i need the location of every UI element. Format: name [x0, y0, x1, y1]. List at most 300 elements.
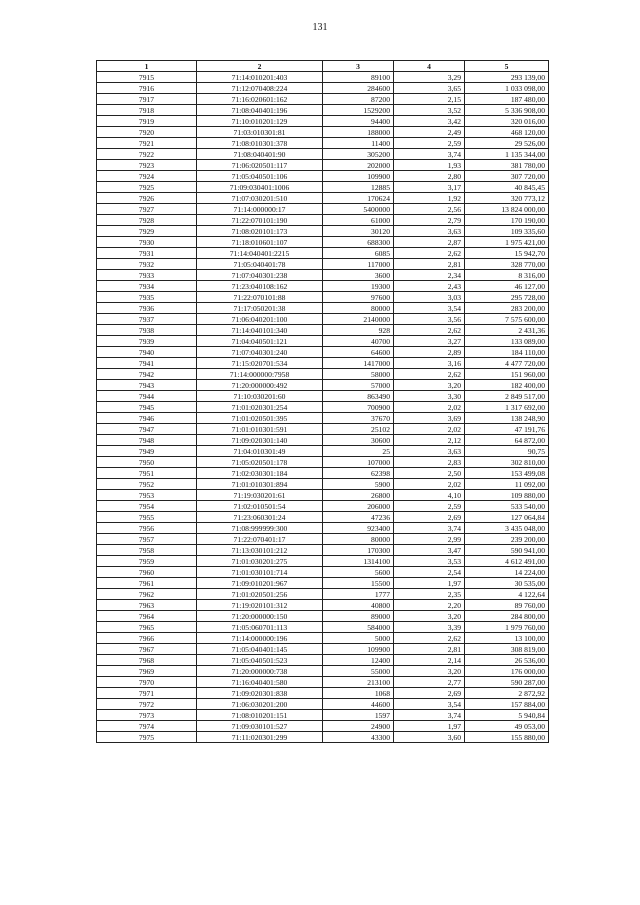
- area-cell: 5400000: [323, 204, 394, 215]
- row-number-cell: 7948: [97, 435, 197, 446]
- table-row: [97, 578, 549, 589]
- table-row: [97, 732, 549, 743]
- row-number-cell: 7952: [97, 479, 197, 490]
- rate-cell: 3,53: [394, 556, 465, 567]
- area-cell: 47236: [323, 512, 394, 523]
- column-header-4: 4: [394, 61, 465, 72]
- rate-cell: 2,69: [394, 688, 465, 699]
- value-cell: 40 845,45: [465, 182, 549, 193]
- area-cell: 40700: [323, 336, 394, 347]
- rate-cell: 2,81: [394, 644, 465, 655]
- row-number-cell: 7922: [97, 149, 197, 160]
- rate-cell: 3,27: [394, 336, 465, 347]
- table-row: [97, 160, 549, 171]
- row-number-cell: 7918: [97, 105, 197, 116]
- area-cell: 19300: [323, 281, 394, 292]
- cadastral-number-cell: 71:06:040201:100: [197, 314, 323, 325]
- area-cell: 15500: [323, 578, 394, 589]
- row-number-cell: 7958: [97, 545, 197, 556]
- table-row: [97, 248, 549, 259]
- table-row: [97, 83, 549, 94]
- cadastral-number-cell: 71:19:020101:312: [197, 600, 323, 611]
- cadastral-number-cell: 71:09:030401:1006: [197, 182, 323, 193]
- value-cell: 30 535,00: [465, 578, 549, 589]
- cadastral-number-cell: 71:09:020301:838: [197, 688, 323, 699]
- rate-cell: 3,52: [394, 105, 465, 116]
- value-cell: 47 191,76: [465, 424, 549, 435]
- cadastral-number-cell: 71:09:010201:967: [197, 578, 323, 589]
- table-body: [97, 72, 549, 743]
- area-cell: 80000: [323, 303, 394, 314]
- cadastral-number-cell: 71:09:030101:527: [197, 721, 323, 732]
- rate-cell: 2,83: [394, 457, 465, 468]
- row-number-cell: 7925: [97, 182, 197, 193]
- table-row: [97, 193, 549, 204]
- row-number-cell: 7964: [97, 611, 197, 622]
- area-cell: 37670: [323, 413, 394, 424]
- area-cell: 55000: [323, 666, 394, 677]
- area-cell: 11400: [323, 138, 394, 149]
- rate-cell: 2,81: [394, 259, 465, 270]
- cadastral-number-cell: 71:05:020501:178: [197, 457, 323, 468]
- table-row: [97, 677, 549, 688]
- cadastral-number-cell: 71:05:040401:78: [197, 259, 323, 270]
- cadastral-number-cell: 71:10:010201:129: [197, 116, 323, 127]
- value-cell: 302 810,00: [465, 457, 549, 468]
- row-number-cell: 7938: [97, 325, 197, 336]
- table-row: [97, 622, 549, 633]
- cadastral-number-cell: 71:02:010501:54: [197, 501, 323, 512]
- row-number-cell: 7946: [97, 413, 197, 424]
- row-number-cell: 7967: [97, 644, 197, 655]
- area-cell: 89000: [323, 611, 394, 622]
- cadastral-number-cell: 71:08:999999:300: [197, 523, 323, 534]
- row-number-cell: 7924: [97, 171, 197, 182]
- table-row: [97, 347, 549, 358]
- area-cell: 109900: [323, 644, 394, 655]
- rate-cell: 1,97: [394, 721, 465, 732]
- row-number-cell: 7956: [97, 523, 197, 534]
- cadastral-number-cell: 71:01:010301:894: [197, 479, 323, 490]
- area-cell: 1068: [323, 688, 394, 699]
- value-cell: 590 287,00: [465, 677, 549, 688]
- table-row: [97, 501, 549, 512]
- table-row: [97, 644, 549, 655]
- area-cell: 688300: [323, 237, 394, 248]
- cadastral-number-cell: 71:08:040401:90: [197, 149, 323, 160]
- value-cell: 157 884,00: [465, 699, 549, 710]
- value-cell: 1 033 098,00: [465, 83, 549, 94]
- row-number-cell: 7935: [97, 292, 197, 303]
- row-number-cell: 7965: [97, 622, 197, 633]
- table-row: [97, 523, 549, 534]
- table-row: [97, 237, 549, 248]
- table-row: [97, 435, 549, 446]
- row-number-cell: 7927: [97, 204, 197, 215]
- rate-cell: 3,74: [394, 149, 465, 160]
- table-row: [97, 72, 549, 83]
- row-number-cell: 7957: [97, 534, 197, 545]
- cadastral-number-cell: 71:03:010301:81: [197, 127, 323, 138]
- area-cell: 25: [323, 446, 394, 457]
- rate-cell: 3,16: [394, 358, 465, 369]
- cadastral-number-cell: 71:20:000000:150: [197, 611, 323, 622]
- area-cell: 107000: [323, 457, 394, 468]
- value-cell: 155 880,00: [465, 732, 549, 743]
- table-row: [97, 105, 549, 116]
- rate-cell: 2,50: [394, 468, 465, 479]
- cadastral-number-cell: 71:08:010301:378: [197, 138, 323, 149]
- table-row: [97, 369, 549, 380]
- cadastral-number-cell: 71:07:040301:240: [197, 347, 323, 358]
- table-row: [97, 259, 549, 270]
- value-cell: 127 064,84: [465, 512, 549, 523]
- table-row: [97, 424, 549, 435]
- value-cell: 109 335,60: [465, 226, 549, 237]
- table-row: [97, 688, 549, 699]
- cadastral-number-cell: 71:10:030201:60: [197, 391, 323, 402]
- rate-cell: 3,60: [394, 732, 465, 743]
- cadastral-value-table: [96, 60, 549, 743]
- row-number-cell: 7955: [97, 512, 197, 523]
- table-row: [97, 116, 549, 127]
- table-row: [97, 457, 549, 468]
- area-cell: 64600: [323, 347, 394, 358]
- area-cell: 923400: [323, 523, 394, 534]
- area-cell: 62398: [323, 468, 394, 479]
- cadastral-number-cell: 71:06:020501:117: [197, 160, 323, 171]
- row-number-cell: 7943: [97, 380, 197, 391]
- row-number-cell: 7923: [97, 160, 197, 171]
- row-number-cell: 7969: [97, 666, 197, 677]
- value-cell: 7 575 600,00: [465, 314, 549, 325]
- area-cell: 1597: [323, 710, 394, 721]
- row-number-cell: 7975: [97, 732, 197, 743]
- cadastral-number-cell: 71:23:040108:162: [197, 281, 323, 292]
- area-cell: 58000: [323, 369, 394, 380]
- row-number-cell: 7968: [97, 655, 197, 666]
- cadastral-number-cell: 71:15:020701:534: [197, 358, 323, 369]
- rate-cell: 3,63: [394, 446, 465, 457]
- table-row: [97, 413, 549, 424]
- rate-cell: 2,79: [394, 215, 465, 226]
- row-number-cell: 7932: [97, 259, 197, 270]
- row-number-cell: 7949: [97, 446, 197, 457]
- rate-cell: 3,47: [394, 545, 465, 556]
- cadastral-number-cell: 71:14:010201:403: [197, 72, 323, 83]
- cadastral-number-cell: 71:08:040401:196: [197, 105, 323, 116]
- area-cell: 188000: [323, 127, 394, 138]
- row-number-cell: 7945: [97, 402, 197, 413]
- cadastral-number-cell: 71:06:030201:200: [197, 699, 323, 710]
- cadastral-number-cell: 71:12:070408:224: [197, 83, 323, 94]
- row-number-cell: 7951: [97, 468, 197, 479]
- table-row: [97, 710, 549, 721]
- rate-cell: 2,87: [394, 237, 465, 248]
- rate-cell: 3,30: [394, 391, 465, 402]
- value-cell: 14 224,00: [465, 567, 549, 578]
- value-cell: 4 612 491,00: [465, 556, 549, 567]
- value-cell: 239 200,00: [465, 534, 549, 545]
- area-cell: 26800: [323, 490, 394, 501]
- area-cell: 170300: [323, 545, 394, 556]
- value-cell: 1 317 692,00: [465, 402, 549, 413]
- cadastral-number-cell: 71:05:040401:145: [197, 644, 323, 655]
- value-cell: 307 720,00: [465, 171, 549, 182]
- rate-cell: 3,39: [394, 622, 465, 633]
- value-cell: 133 089,00: [465, 336, 549, 347]
- value-cell: 590 941,00: [465, 545, 549, 556]
- table-row: [97, 215, 549, 226]
- cadastral-number-cell: 71:08:020101:173: [197, 226, 323, 237]
- table-row: [97, 391, 549, 402]
- value-cell: 187 480,00: [465, 94, 549, 105]
- rate-cell: 4,10: [394, 490, 465, 501]
- value-cell: 320 016,00: [465, 116, 549, 127]
- table-row: [97, 182, 549, 193]
- area-cell: 25102: [323, 424, 394, 435]
- area-cell: 61000: [323, 215, 394, 226]
- row-number-cell: 7933: [97, 270, 197, 281]
- row-number-cell: 7950: [97, 457, 197, 468]
- value-cell: 4 122,64: [465, 589, 549, 600]
- cadastral-number-cell: 71:14:040401:2215: [197, 248, 323, 259]
- cadastral-number-cell: 71:01:030101:714: [197, 567, 323, 578]
- cadastral-number-cell: 71:01:020501:395: [197, 413, 323, 424]
- cadastral-number-cell: 71:19:030201:61: [197, 490, 323, 501]
- table-row: [97, 490, 549, 501]
- rate-cell: 2,62: [394, 325, 465, 336]
- value-cell: 320 773,12: [465, 193, 549, 204]
- area-cell: 5600: [323, 567, 394, 578]
- value-cell: 151 960,00: [465, 369, 549, 380]
- rate-cell: 2,69: [394, 512, 465, 523]
- value-cell: 1 975 421,00: [465, 237, 549, 248]
- rate-cell: 2,56: [394, 204, 465, 215]
- rate-cell: 3,54: [394, 699, 465, 710]
- row-number-cell: 7929: [97, 226, 197, 237]
- rate-cell: 3,65: [394, 83, 465, 94]
- rate-cell: 2,02: [394, 479, 465, 490]
- column-header-1: 1: [97, 61, 197, 72]
- row-number-cell: 7931: [97, 248, 197, 259]
- page-number: 131: [312, 22, 328, 33]
- row-number-cell: 7921: [97, 138, 197, 149]
- value-cell: 328 770,00: [465, 259, 549, 270]
- cadastral-number-cell: 71:16:020601:162: [197, 94, 323, 105]
- cadastral-number-cell: 71:02:030301:184: [197, 468, 323, 479]
- rate-cell: 2,02: [394, 424, 465, 435]
- area-cell: 3600: [323, 270, 394, 281]
- rate-cell: 3,17: [394, 182, 465, 193]
- rate-cell: 3,56: [394, 314, 465, 325]
- value-cell: 284 800,00: [465, 611, 549, 622]
- cadastral-number-cell: 71:20:000000:738: [197, 666, 323, 677]
- table-row: [97, 545, 549, 556]
- area-cell: 24900: [323, 721, 394, 732]
- rate-cell: 3,29: [394, 72, 465, 83]
- value-cell: 533 540,00: [465, 501, 549, 512]
- rate-cell: 2,59: [394, 501, 465, 512]
- row-number-cell: 7963: [97, 600, 197, 611]
- value-cell: 170 190,00: [465, 215, 549, 226]
- value-cell: 153 499,08: [465, 468, 549, 479]
- row-number-cell: 7974: [97, 721, 197, 732]
- row-number-cell: 7972: [97, 699, 197, 710]
- row-number-cell: 7920: [97, 127, 197, 138]
- table-row: [97, 292, 549, 303]
- row-number-cell: 7939: [97, 336, 197, 347]
- table-row: [97, 534, 549, 545]
- row-number-cell: 7934: [97, 281, 197, 292]
- table-row: [97, 446, 549, 457]
- row-number-cell: 7917: [97, 94, 197, 105]
- cadastral-number-cell: 71:22:070101:88: [197, 292, 323, 303]
- row-number-cell: 7953: [97, 490, 197, 501]
- rate-cell: 3,20: [394, 380, 465, 391]
- area-cell: 30600: [323, 435, 394, 446]
- value-cell: 109 880,00: [465, 490, 549, 501]
- row-number-cell: 7919: [97, 116, 197, 127]
- row-number-cell: 7944: [97, 391, 197, 402]
- rate-cell: 2,43: [394, 281, 465, 292]
- column-header-2: 2: [197, 61, 323, 72]
- rate-cell: 3,54: [394, 303, 465, 314]
- value-cell: 176 000,00: [465, 666, 549, 677]
- row-number-cell: 7915: [97, 72, 197, 83]
- rate-cell: 3,03: [394, 292, 465, 303]
- area-cell: 2140000: [323, 314, 394, 325]
- rate-cell: 3,74: [394, 710, 465, 721]
- table-row: [97, 567, 549, 578]
- rate-cell: 3,74: [394, 523, 465, 534]
- table-row: [97, 270, 549, 281]
- area-cell: 284600: [323, 83, 394, 94]
- value-cell: 1 135 344,00: [465, 149, 549, 160]
- rate-cell: 2,89: [394, 347, 465, 358]
- area-cell: 5900: [323, 479, 394, 490]
- row-number-cell: 7916: [97, 83, 197, 94]
- row-number-cell: 7940: [97, 347, 197, 358]
- value-cell: 2 431,36: [465, 325, 549, 336]
- table-row: [97, 204, 549, 215]
- rate-cell: 2,35: [394, 589, 465, 600]
- table-row: [97, 226, 549, 237]
- area-cell: 1314100: [323, 556, 394, 567]
- area-cell: 44600: [323, 699, 394, 710]
- rate-cell: 2,77: [394, 677, 465, 688]
- cadastral-number-cell: 71:04:010301:49: [197, 446, 323, 457]
- table-row: [97, 336, 549, 347]
- row-number-cell: 7959: [97, 556, 197, 567]
- table-row: [97, 479, 549, 490]
- table-row: [97, 380, 549, 391]
- area-cell: 170624: [323, 193, 394, 204]
- row-number-cell: 7926: [97, 193, 197, 204]
- area-cell: 87200: [323, 94, 394, 105]
- cadastral-number-cell: 71:09:020301:140: [197, 435, 323, 446]
- table-header: [97, 61, 549, 72]
- area-cell: 202000: [323, 160, 394, 171]
- rate-cell: 2,15: [394, 94, 465, 105]
- area-cell: 12885: [323, 182, 394, 193]
- rate-cell: 2,20: [394, 600, 465, 611]
- rate-cell: 2,62: [394, 369, 465, 380]
- area-cell: 213100: [323, 677, 394, 688]
- area-cell: 40800: [323, 600, 394, 611]
- value-cell: 49 053,00: [465, 721, 549, 732]
- rate-cell: 2,34: [394, 270, 465, 281]
- area-cell: 206000: [323, 501, 394, 512]
- value-cell: 15 942,70: [465, 248, 549, 259]
- area-cell: 863490: [323, 391, 394, 402]
- table-row: [97, 512, 549, 523]
- value-cell: 2 849 517,00: [465, 391, 549, 402]
- table-row: [97, 589, 549, 600]
- row-number-cell: 7970: [97, 677, 197, 688]
- cadastral-number-cell: 71:01:010301:591: [197, 424, 323, 435]
- table-row: [97, 94, 549, 105]
- rate-cell: 2,54: [394, 567, 465, 578]
- value-cell: 11 092,00: [465, 479, 549, 490]
- value-cell: 3 435 048,00: [465, 523, 549, 534]
- column-header-3: 3: [323, 61, 394, 72]
- value-cell: 89 760,00: [465, 600, 549, 611]
- cadastral-number-cell: 71:13:030101:212: [197, 545, 323, 556]
- table-row: [97, 303, 549, 314]
- area-cell: 1417000: [323, 358, 394, 369]
- table-row: [97, 281, 549, 292]
- area-cell: 6085: [323, 248, 394, 259]
- cadastral-number-cell: 71:05:060701:113: [197, 622, 323, 633]
- value-cell: 1 979 760,00: [465, 622, 549, 633]
- rate-cell: 2,12: [394, 435, 465, 446]
- area-cell: 30120: [323, 226, 394, 237]
- rate-cell: 3,63: [394, 226, 465, 237]
- value-cell: 295 728,00: [465, 292, 549, 303]
- row-number-cell: 7961: [97, 578, 197, 589]
- value-cell: 182 400,00: [465, 380, 549, 391]
- value-cell: 90,75: [465, 446, 549, 457]
- table-row: [97, 611, 549, 622]
- table-row: [97, 721, 549, 732]
- rate-cell: 2,62: [394, 248, 465, 259]
- cadastral-number-cell: 71:14:040101:340: [197, 325, 323, 336]
- value-cell: 184 110,00: [465, 347, 549, 358]
- table-row: [97, 149, 549, 160]
- value-cell: 64 872,00: [465, 435, 549, 446]
- row-number-cell: 7930: [97, 237, 197, 248]
- row-number-cell: 7971: [97, 688, 197, 699]
- rate-cell: 2,14: [394, 655, 465, 666]
- row-number-cell: 7962: [97, 589, 197, 600]
- row-number-cell: 7954: [97, 501, 197, 512]
- value-cell: 13 100,00: [465, 633, 549, 644]
- area-cell: 43300: [323, 732, 394, 743]
- row-number-cell: 7942: [97, 369, 197, 380]
- row-number-cell: 7973: [97, 710, 197, 721]
- value-cell: 468 120,00: [465, 127, 549, 138]
- cadastral-number-cell: 71:22:070401:17: [197, 534, 323, 545]
- value-cell: 13 824 000,00: [465, 204, 549, 215]
- cadastral-number-cell: 71:04:040501:121: [197, 336, 323, 347]
- cadastral-number-cell: 71:01:020501:256: [197, 589, 323, 600]
- table-row: [97, 633, 549, 644]
- table-row: [97, 325, 549, 336]
- rate-cell: 3,42: [394, 116, 465, 127]
- area-cell: 97600: [323, 292, 394, 303]
- rate-cell: 1,92: [394, 193, 465, 204]
